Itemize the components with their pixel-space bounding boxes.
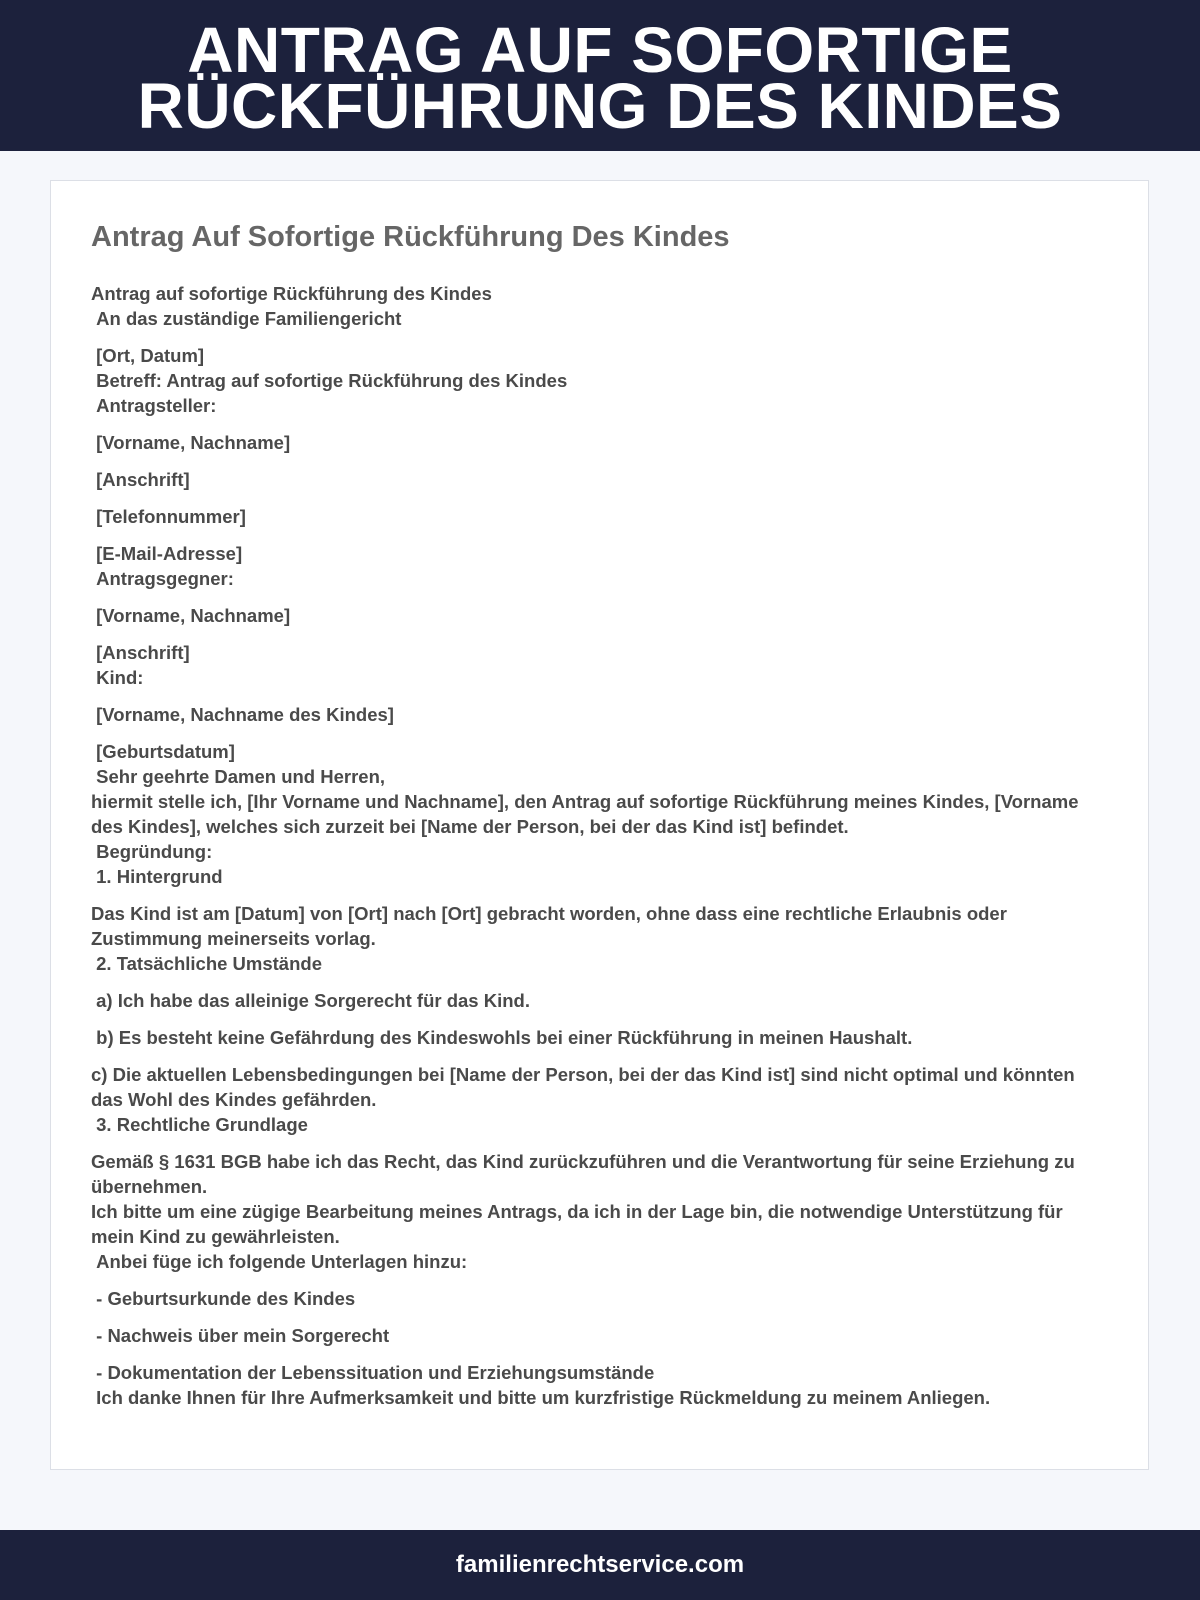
doc-line: Anbei füge ich folgende Unterlagen hinzu: <box>91 1251 468 1272</box>
doc-line: Das Kind ist am [Datum] von [Ort] nach [Ort] gebracht worden, ohne dass eine rechtliche Erlaubnis oder Zustimmung meinerseits vorlag. <box>91 903 1013 949</box>
doc-line: [Anschrift] <box>91 469 190 490</box>
doc-line: Antrag auf sofortige Rückführung des Kindes <box>91 283 492 304</box>
doc-line: Kind: <box>91 667 144 688</box>
doc-line: 2. Tatsächliche Umstände <box>91 953 322 974</box>
doc-line: b) Es besteht keine Gefährdung des Kindeswohls bei einer Rückführung in meinen Haushalt. <box>91 1027 913 1048</box>
doc-line: c) Die aktuellen Lebensbedingungen bei [Name der Person, bei der das Kind ist] sind nicht optimal und könnten das Wohl des Kindes gefährden. <box>91 1064 1080 1110</box>
page-footer <box>0 1530 1200 1600</box>
doc-line: Begründung: <box>91 841 213 862</box>
header-title-line-2: RÜCKFÜHRUNG DES KINDES <box>137 69 1063 142</box>
footer-site: familienrechtservice.com <box>455 1551 745 1578</box>
doc-line: [Vorname, Nachname] <box>91 432 291 453</box>
doc-line: [Vorname, Nachname des Kindes] <box>91 704 394 725</box>
header-title-line-1: ANTRAG AUF SOFORTIGE <box>187 13 1013 86</box>
doc-line: Antragsgegner: <box>91 568 234 589</box>
doc-line: [Anschrift] <box>91 642 190 663</box>
doc-line: Sehr geehrte Damen und Herren, <box>91 766 386 787</box>
doc-line: 1. Hintergrund <box>91 866 223 887</box>
doc-line: Ich bitte um eine zügige Bearbeitung meines Antrags, da ich in der Lage bin, die notwendige Unterstützung für mein Kind zu gewährleisten. <box>91 1201 1068 1247</box>
page-header <box>0 0 1200 151</box>
document-title: Antrag Auf Sofortige Rückführung Des Kindes <box>91 221 730 253</box>
doc-line: - Nachweis über mein Sorgerecht <box>91 1325 390 1346</box>
doc-line: - Geburtsurkunde des Kindes <box>91 1288 356 1309</box>
doc-line: An das zuständige Familiengericht <box>91 308 402 329</box>
doc-line: Gemäß § 1631 BGB habe ich das Recht, das Kind zurückzuführen und die Verantwortung für seine Erziehung zu übernehmen. <box>91 1151 1080 1197</box>
doc-line: [Vorname, Nachname] <box>91 605 291 626</box>
doc-line: Antragsteller: <box>91 395 217 416</box>
document-body <box>91 281 1101 1410</box>
doc-line: [Ort, Datum] <box>91 345 205 366</box>
doc-line: Ich danke Ihnen für Ihre Aufmerksamkeit und bitte um kurzfristige Rückmeldung zu meinem Anliegen. <box>91 1387 991 1408</box>
doc-line: a) Ich habe das alleinige Sorgerecht für das Kind. <box>91 990 530 1011</box>
doc-line: hiermit stelle ich, [Ihr Vorname und Nachname], den Antrag auf sofortige Rückführung meines Kindes, [Vorname des Kindes], welches sich zurzeit bei [Name der Person, bei der das Kind ist] befindet. <box>91 791 1084 837</box>
doc-line: Betreff: Antrag auf sofortige Rückführung des Kindes <box>91 370 568 391</box>
doc-line: - Dokumentation der Lebenssituation und Erziehungsumstände <box>91 1362 655 1383</box>
document-card <box>50 180 1149 1470</box>
doc-line: [Telefonnummer] <box>91 506 246 527</box>
doc-line: [E-Mail-Adresse] <box>91 543 243 564</box>
doc-line: [Geburtsdatum] <box>91 741 235 762</box>
header-title <box>137 13 1063 142</box>
doc-line: 3. Rechtliche Grundlage <box>91 1114 308 1135</box>
